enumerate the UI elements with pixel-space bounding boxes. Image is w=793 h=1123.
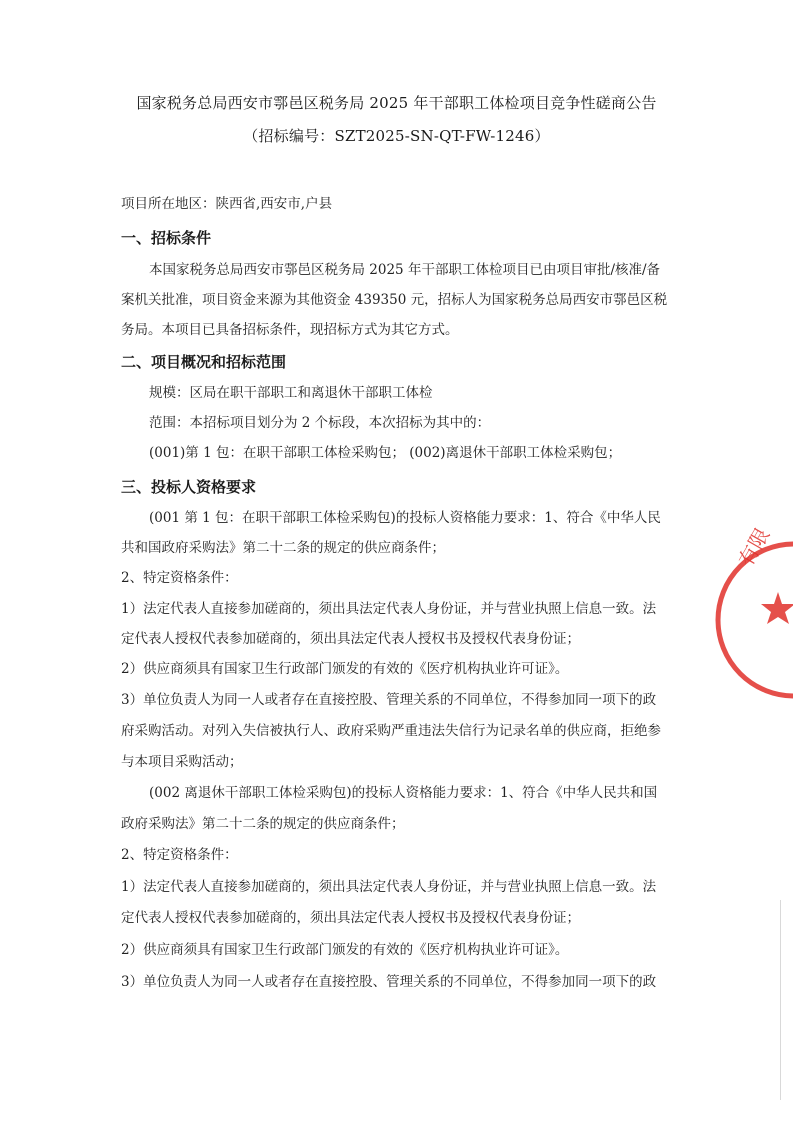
paragraph-line: 1）法定代表人直接参加磋商的，须出具法定代表人身份证，并与营业执照上信息一致。法: [121, 601, 657, 617]
paragraph-line: 务局。本项目已具备招标条件，现招标方式为其它方式。: [121, 322, 459, 338]
svg-text:有限: 有限: [733, 523, 775, 571]
paragraph-line: 2）供应商须具有国家卫生行政部门颁发的有效的《医疗机构执业许可证》。: [121, 942, 569, 958]
section-heading-overview: 二、项目概况和招标范围: [121, 353, 287, 371]
paragraph-line: 3）单位负责人为同一人或者存在直接控股、管理关系的不同单位，不得参加同一项下的政: [121, 692, 657, 708]
paragraph-line: 定代表人授权代表参加磋商的，须出具法定代表人授权书及授权代表身份证；: [121, 910, 580, 926]
paragraph-line: 2）供应商须具有国家卫生行政部门颁发的有效的《医疗机构执业许可证》。: [121, 661, 569, 677]
paragraph-line: 共和国政府采购法》第二十二条的规定的供应商条件；: [121, 540, 445, 556]
paragraph-line: (001)第 1 包：在职干部职工体检采购包； (002)离退休干部职工体检采购包；: [149, 445, 622, 461]
paragraph-line: 定代表人授权代表参加磋商的，须出具法定代表人授权书及授权代表身份证；: [121, 631, 580, 647]
document-title: 国家税务总局西安市鄠邑区税务局 2025 年干部职工体检项目竞争性磋商公告: [136, 94, 657, 112]
paragraph-line: 案机关批准，项目资金来源为其他资金 439350 元，招标人为国家税务总局西安市鄠邑区税: [121, 292, 668, 308]
section-heading-conditions: 一、招标条件: [121, 229, 212, 247]
paragraph-line: 府采购活动。对列入失信被执行人、政府采购严重违法失信行为记录名单的供应商，拒绝参: [121, 723, 661, 739]
paragraph-line: 2、特定资格条件：: [121, 847, 238, 863]
project-location: 项目所在地区：陕西省,西安市,户县: [121, 196, 333, 212]
paragraph-line: 政府采购法》第二十二条的规定的供应商条件；: [121, 816, 405, 832]
tender-number: （招标编号：SZT2025-SN-QT-FW-1246）: [243, 127, 550, 145]
paragraph-line: 规模：区局在职干部职工和离退休干部职工体检: [149, 385, 433, 401]
paragraph-line: 与本项目采购活动；: [121, 754, 243, 770]
paragraph-line: 1）法定代表人直接参加磋商的，须出具法定代表人身份证，并与营业执照上信息一致。法: [121, 879, 657, 895]
paragraph-line: 范围：本招标项目划分为 2 个标段，本次招标为其中的：: [149, 415, 491, 431]
paragraph-line: (002 离退休干部职工体检采购包)的投标人资格能力要求：1、符合《中华人民共和国: [149, 785, 658, 801]
section-heading-qualifications: 三、投标人资格要求: [121, 478, 257, 496]
paragraph-line: 3）单位负责人为同一人或者存在直接控股、管理关系的不同单位，不得参加同一项下的政: [121, 974, 657, 990]
paragraph-line: 2、特定资格条件：: [121, 570, 238, 586]
company-seal-stamp: [712, 520, 793, 720]
paragraph-line: (001 第 1 包：在职干部职工体检采购包)的投标人资格能力要求：1、符合《中华人民: [149, 510, 661, 526]
paragraph-line: 本国家税务总局西安市鄠邑区税务局 2025 年干部职工体检项目已由项目审批/核准/备: [149, 262, 661, 278]
page-edge-line: [780, 900, 781, 1100]
